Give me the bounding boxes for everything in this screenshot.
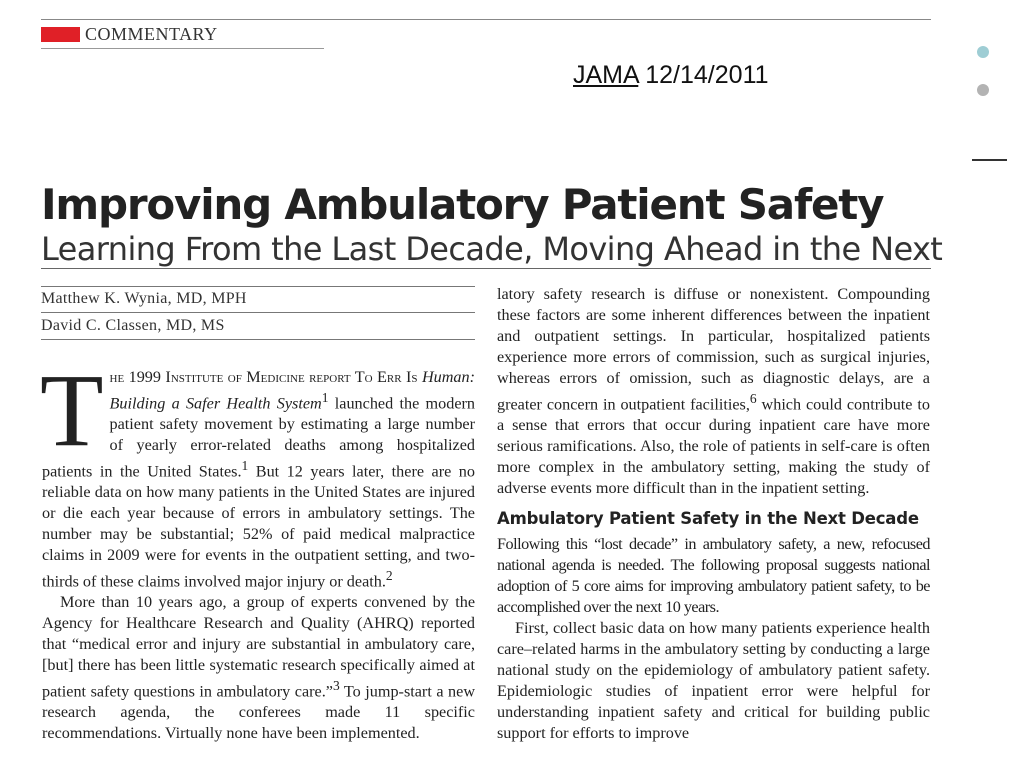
title-rule bbox=[41, 268, 931, 269]
paragraph-text: latory safety research is diffuse or nonexistent. Compounding these factors are some inherent differences between the inpatient and outpatient settings. In particular, hospitalized patients experience more errors of commission, such as surgical injuries, whereas errors of omission, such as diagnostic delays, are a greater concern in outpatient facilities, bbox=[497, 285, 930, 413]
publication-date: 12/14/2011 bbox=[645, 61, 769, 89]
paragraph bbox=[497, 284, 930, 498]
paragraph-text: But 12 years later, there are no reliable data on how many patients in the United States are injured or die each year because of errors in ambulatory settings. The number may be substantial; 52% of paid medical malpractice claims in 2009 were for events in the outpatient setting, and two-thirds of these claims involved major injury or death. bbox=[42, 462, 475, 591]
slide-dot[interactable] bbox=[977, 84, 989, 96]
left-column bbox=[40, 353, 476, 744]
article-subtitle: Learning From the Last Decade, Moving Ahead in the Next bbox=[41, 230, 943, 268]
lead-in: he 1999 Institute of Medicine report To Err Is bbox=[109, 368, 418, 386]
paragraph-text: More than 10 years ago, a group of experts convened by the Agency for Healthcare Research and Quality (AHRQ) reported that “medical error and injury are substantial in ambulatory care, [but] there has been little systematic research specifically aimed at patient safety questions in ambulatory care.” bbox=[42, 593, 475, 701]
journal-citation bbox=[573, 61, 769, 90]
article-title: Improving Ambulatory Patient Safety bbox=[41, 180, 884, 229]
author-rule bbox=[41, 339, 475, 340]
book-title: Human: Building a Safer Health System bbox=[109, 368, 476, 413]
section-rule bbox=[41, 48, 324, 49]
paragraph bbox=[42, 592, 475, 744]
paragraph-text: which could contribute to a sense that errors that occur during inpatient care have more serious ramifications. Also, the role of patients in self-care is often more complex in the ambulatory setting, making the study of adverse events more difficult than in the inpatient setting. bbox=[497, 394, 930, 497]
paragraph: First, collect basic data on how many patients experience health care–related harms in the ambulatory setting by conducting a large national study on the epidemiology of ambulatory patient safety. Epidemiologic studies of inpatient error were helpful for understanding inpatient safety and critical for building public support for efforts to improve bbox=[497, 618, 930, 742]
footnote-ref: 6 bbox=[749, 390, 757, 406]
paragraph: Following this “lost decade” in ambulatory safety, a new, refocused national agenda is needed. The following proposal suggests national adoption of 5 core aims for improving ambulatory patient safety, to be accomplished over the next 10 years. bbox=[497, 535, 930, 617]
author-rule bbox=[41, 312, 475, 313]
footnote-ref: 1 bbox=[241, 458, 249, 474]
footnote-ref: 2 bbox=[385, 567, 393, 583]
footnote-ref: 1 bbox=[321, 389, 329, 405]
author-name: David C. Classen, MD, MS bbox=[41, 317, 225, 334]
top-rule bbox=[41, 19, 931, 20]
right-column bbox=[497, 284, 930, 743]
paragraph-text: To jump-start a new research agenda, the conferees made 11 specific recommendations. Virtually none have been implemented. bbox=[42, 682, 476, 743]
author-rule bbox=[41, 286, 475, 287]
footnote-ref: 3 bbox=[332, 677, 340, 693]
journal-name[interactable]: JAMA bbox=[573, 61, 639, 89]
slide-dot-active[interactable] bbox=[977, 46, 989, 58]
section-label: COMMENTARY bbox=[85, 24, 218, 44]
author-name: Matthew K. Wynia, MD, MPH bbox=[41, 290, 247, 307]
drop-cap: T bbox=[40, 353, 104, 468]
paragraph bbox=[40, 353, 476, 592]
section-heading: Ambulatory Patient Safety in the Next Decade bbox=[497, 509, 919, 529]
section-color-block bbox=[41, 27, 80, 42]
side-rule bbox=[972, 159, 1007, 161]
paragraph-text: launched the modern patient safety movement by estimating a large number of yearly error-related deaths among hospitalized patients in the United States. bbox=[42, 394, 475, 481]
